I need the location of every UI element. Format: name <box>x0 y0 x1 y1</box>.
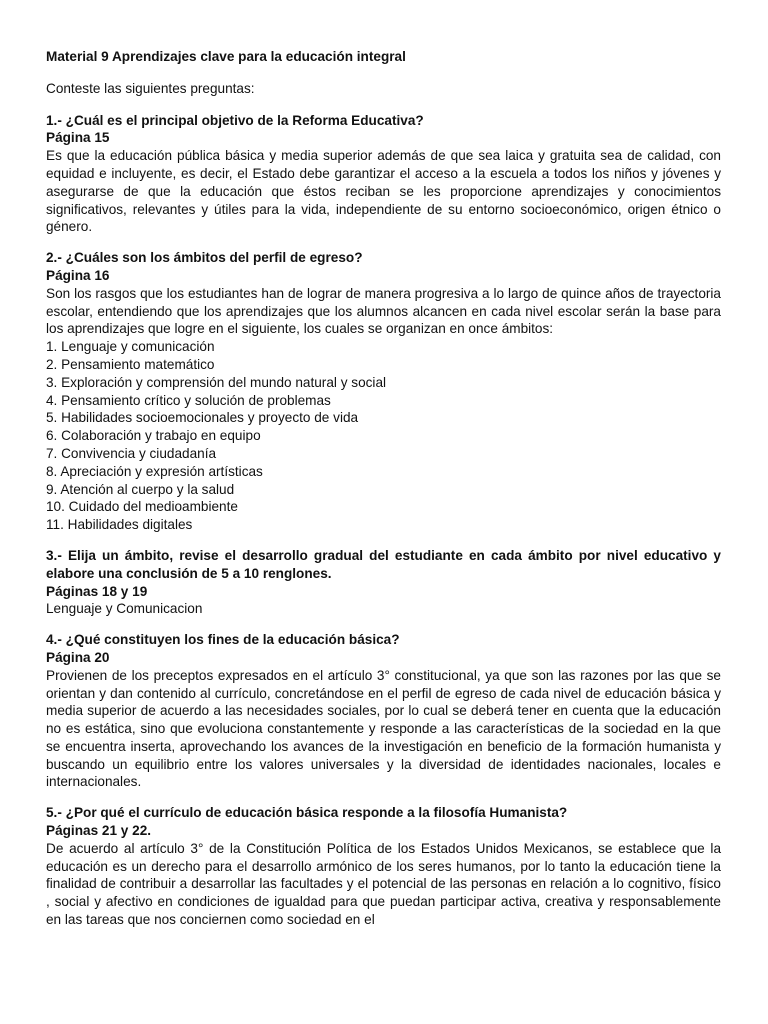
list-item: 11. Habilidades digitales <box>46 517 193 533</box>
page-reference: Página 20 <box>46 649 110 665</box>
document-title: Material 9 Aprendizajes clave para la educación integral <box>46 49 406 64</box>
instructions-text: Conteste las siguientes preguntas: <box>46 80 255 96</box>
question-section-2 <box>46 249 721 534</box>
answer-text: Provienen de los preceptos expresados en el artículo 3° constitucional, ya que son las razones por las que se orientan y dan contenido al currículo, concretándose en el perfil de egreso de cada nivel de educación básica y media superior de acuerdo a las necesidades sociales, por lo cual se deberá tener en cuenta que la educación no es estática, sino que evoluciona constantemente y responde a las características de la sociedad en la que se encuentra inserta, aprovechando los avances de la investigación en beneficio de la formación humanista y buscando un equilibrio entre los valores universales y la diversidad de identidades nacionales, locales e internacionales. <box>46 667 721 790</box>
answer-text: Es que la educación pública básica y media superior además de que sea laica y gratuita sea de calidad, con equidad e incluyente, es decir, el Estado debe garantizar el acceso a la escuela a todos los niños y jóvenes y asegurarse de que la educación que éstos reciban se les proporcione aprendizajes y conocimientos significativos, relevantes y útiles para la vida, independiente de su entorno socioeconómico, origen étnico o género. <box>46 148 721 235</box>
page-reference: Páginas 21 y 22. <box>46 823 152 839</box>
page-reference: Página 15 <box>46 130 110 146</box>
question-section-3 <box>46 547 721 618</box>
answer-text: De acuerdo al artículo 3° de la Constitución Política de los Estados Unidos Mexicanos, se establece que la educación es un derecho para el desarrollo armónico de los seres humanos, por lo tanto la educación tiene la finalidad de contribuir a desarrollar las facultades y el potencial de las personas en relación a lo cognitivo, físico , social y afectivo en condiciones de igualdad para que puedan participar activa, creativa y responsablemente en las tareas que nos conciernen como sociedad en el <box>46 840 721 928</box>
ambitos-list <box>46 338 721 534</box>
question-text: 3.- Elija un ámbito, revise el desarrollo gradual del estudiante en cada ámbito por nivel educativo y elabore una conclusión de 5 a 10 renglones. <box>46 547 721 581</box>
list-item: 9. Atención al cuerpo y la salud <box>46 481 235 497</box>
question-section-1 <box>46 112 721 237</box>
list-item: 2. Pensamiento matemático <box>46 356 215 372</box>
answer-text: Lenguaje y Comunicacion <box>46 601 203 617</box>
question-section-5 <box>46 804 721 929</box>
list-item: 5. Habilidades socioemocionales y proyecto de vida <box>46 410 359 426</box>
page-reference: Página 16 <box>46 267 110 283</box>
question-text: 2.- ¿Cuáles son los ámbitos del perfil de egreso? <box>46 250 363 266</box>
answer-text: Son los rasgos que los estudiantes han de lograr de manera progresiva a lo largo de quince años de trayectoria escolar, entendiendo que los aprendizajes que los alumnos alcancen en cada nivel escolar serán la base para los aprendizajes que logre en el siguiente, los cuales se organizan en once ámbitos: <box>46 285 721 337</box>
list-item: 8. Apreciación y expresión artísticas <box>46 463 263 479</box>
question-text: 4.- ¿Qué constituyen los fines de la educación básica? <box>46 632 400 648</box>
list-item: 6. Colaboración y trabajo en equipo <box>46 428 261 444</box>
list-item: 4. Pensamiento crítico y solución de problemas <box>46 392 331 408</box>
list-item: 1. Lenguaje y comunicación <box>46 339 215 355</box>
question-section-4 <box>46 631 721 791</box>
list-item: 3. Exploración y comprensión del mundo natural y social <box>46 374 387 390</box>
question-text: 5.- ¿Por qué el currículo de educación básica responde a la filosofía Humanista? <box>46 805 568 821</box>
list-item: 7. Convivencia y ciudadanía <box>46 445 217 461</box>
page-reference: Páginas 18 y 19 <box>46 583 148 599</box>
question-text: 1.- ¿Cuál es el principal objetivo de la Reforma Educativa? <box>46 112 424 128</box>
list-item: 10. Cuidado del medioambiente <box>46 499 238 515</box>
